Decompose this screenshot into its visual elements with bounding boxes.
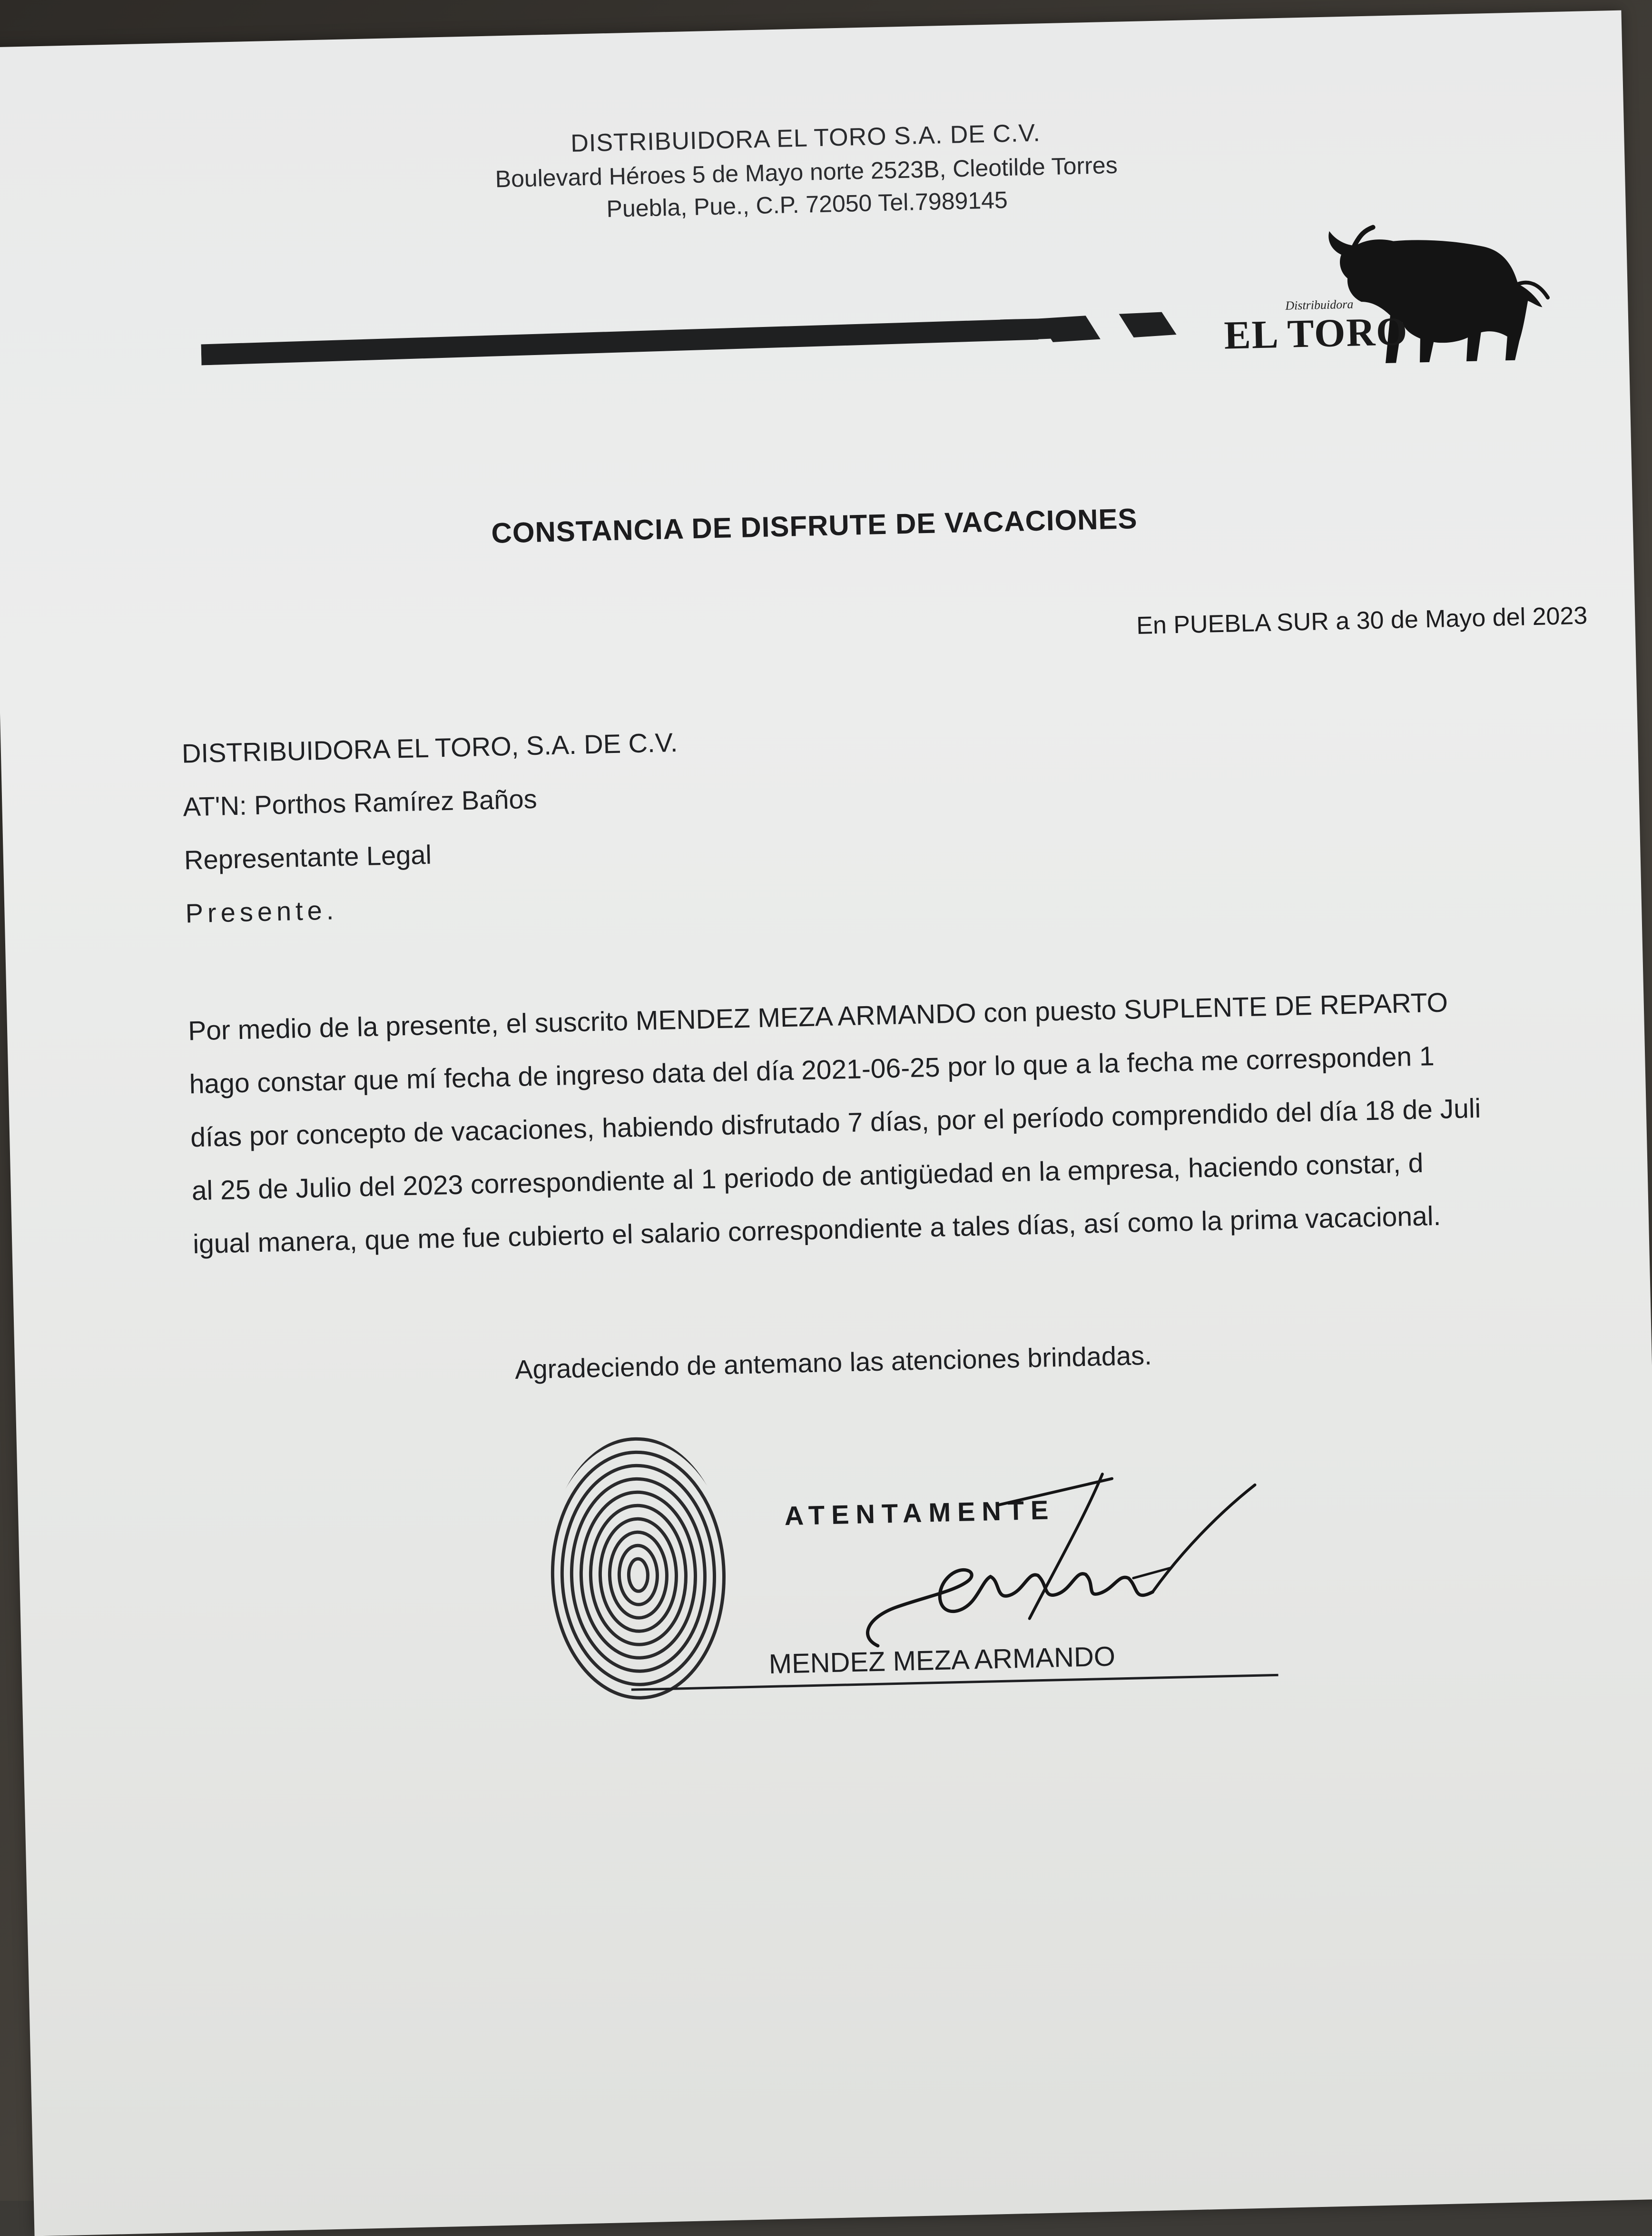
- letterhead-company: DISTRIBUIDORA EL TORO S.A. DE C.V.: [570, 119, 1041, 158]
- company-logo: [1207, 217, 1554, 396]
- signer-name: MENDEZ MEZA ARMANDO: [768, 1641, 1116, 1680]
- salutation-label: ATENTAMENTE: [784, 1494, 1056, 1531]
- letter-page: [0, 10, 1652, 2236]
- logo-brand-text: EL TORO: [1223, 309, 1409, 358]
- handwritten-signature: [845, 1456, 1278, 1665]
- addressee-company: DISTRIBUIDORA EL TORO, S.A. DE C.V.: [181, 727, 678, 769]
- letterhead-band: [201, 318, 1067, 365]
- closing-line: Agradeciendo de antemano las atenciones brindadas.: [514, 1340, 1152, 1385]
- addressee-greeting: Presente.: [185, 895, 338, 929]
- date-line: En PUEBLA SUR a 30 de Mayo del 2023: [1136, 602, 1588, 640]
- logo-small-text: Distribuidora: [1285, 297, 1354, 313]
- fingerprint-image: [540, 1430, 737, 1711]
- letterhead-address: Boulevard Héroes 5 de Mayo norte 2523B, Cleotilde Torres: [495, 151, 1118, 193]
- document-title: CONSTANCIA DE DISFRUTE DE VACACIONES: [491, 502, 1138, 549]
- letterhead-band-segments: [1028, 308, 1210, 350]
- addressee-role: Representante Legal: [184, 839, 432, 875]
- body-paragraph: Por medio de la presente, el suscrito MENDEZ MEZA ARMANDO con puesto SUPLENTE DE REPARTO hago constar que mí fecha de ingreso data del día 2021-06-25 por lo que a la fecha me corresponden 1 días por concepto de vacaciones, habiendo disfrutado 7 días, por el período comprendido del día 18 de Juli al 25 de Julio del 2023 correspondiente al 1 periodo de antigüedad en la empresa, haciendo constar, d igual manera, que me fue cubierto el salario correspondiente a tales días, así como la prima vacacional.: [187, 987, 1481, 1260]
- addressee-attention: AT'N: Porthos Ramírez Baños: [182, 783, 538, 822]
- letterhead-city: Puebla, Pue., C.P. 72050 Tel.7989145: [606, 186, 1008, 223]
